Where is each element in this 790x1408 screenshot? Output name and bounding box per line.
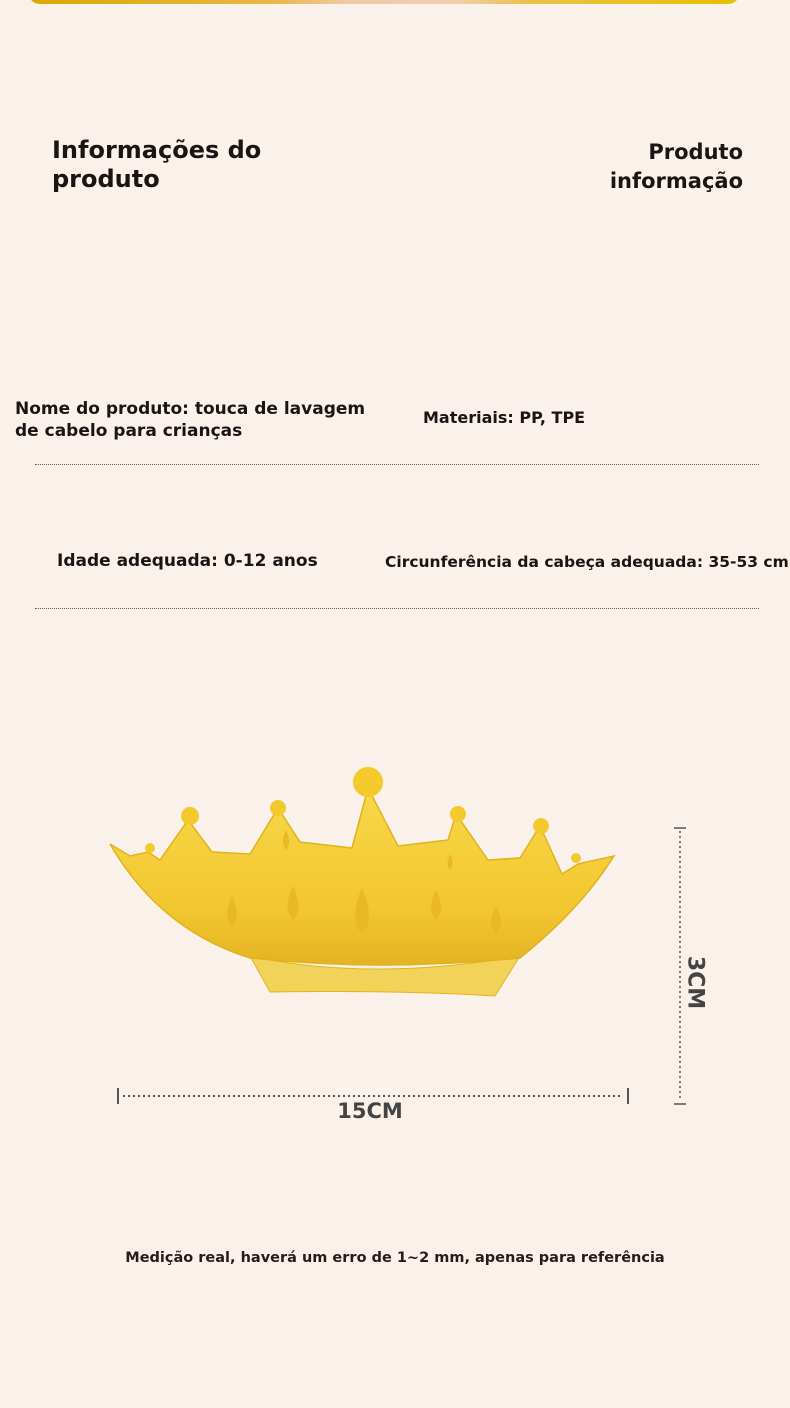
page-title: Informações do produto [52, 136, 262, 193]
crown-finial [571, 853, 581, 863]
spec-age: Idade adequada: 0-12 anos [57, 551, 318, 571]
title-secondary-line2: informação [609, 169, 743, 193]
spec-product-name: Nome do produto: touca de lavagem de cabelo para crianças [15, 399, 366, 441]
crown-finial [353, 767, 383, 797]
top-banner-strip [28, 0, 740, 4]
divider [35, 464, 759, 465]
crown-finial [270, 800, 286, 816]
height-label: 3CM [682, 955, 708, 1010]
crown-finial [533, 818, 549, 834]
width-label: 15CM [337, 1099, 403, 1123]
spec-materials: Materiais: PP, TPE [423, 408, 586, 427]
divider [35, 608, 759, 609]
crown-product-image [100, 760, 630, 1000]
crown-finial [145, 843, 155, 853]
crown-finial [450, 806, 466, 822]
measurement-footnote: Medição real, haverá um erro de 1~2 mm, apenas para referência [125, 1250, 665, 1266]
crown-finial [181, 807, 199, 825]
title-secondary-line1: Produto [648, 140, 743, 164]
spec-head-circumference: Circunferência da cabeça adequada: 35-53 cm [385, 553, 789, 571]
page-title-secondary [543, 138, 743, 196]
